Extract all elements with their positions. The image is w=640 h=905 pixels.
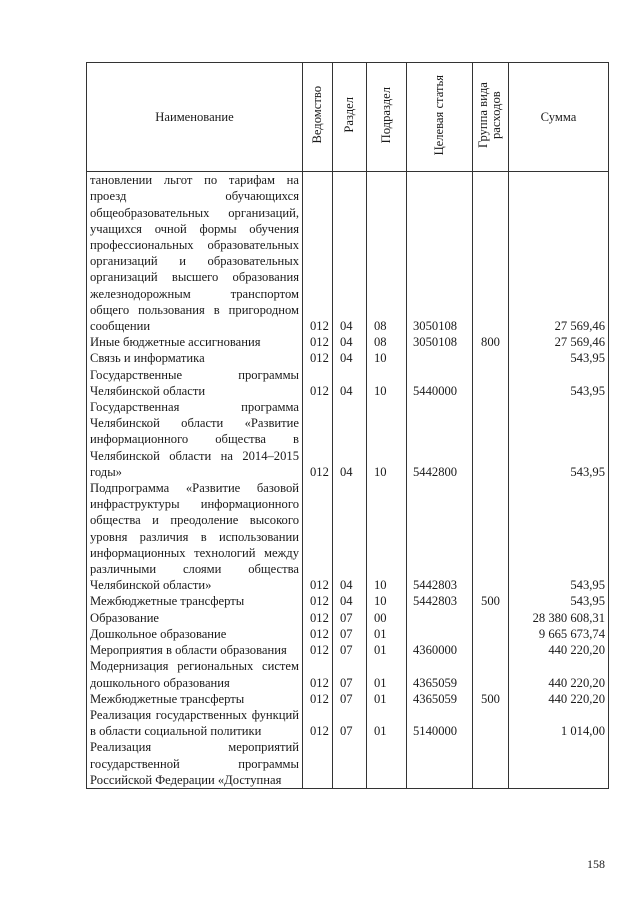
cell-name: Межбюджетные трансферты xyxy=(87,691,303,707)
cell-agency: 012 xyxy=(303,626,333,642)
header-sum: Сумма xyxy=(509,63,609,172)
cell-sum: 543,95 xyxy=(509,350,609,366)
header-expense-group xyxy=(473,63,509,172)
cell-expense-group xyxy=(473,480,509,593)
cell-sum: 9 665 673,74 xyxy=(509,626,609,642)
table-header-row xyxy=(87,63,609,172)
cell-agency: 012 xyxy=(303,350,333,366)
cell-subsection: 10 xyxy=(367,593,407,609)
cell-agency: 012 xyxy=(303,707,333,739)
cell-agency: 012 xyxy=(303,334,333,350)
cell-target: 5440000 xyxy=(407,367,473,399)
cell-section: 04 xyxy=(333,334,367,350)
cell-target: 5442800 xyxy=(407,399,473,480)
cell-agency: 012 xyxy=(303,172,333,335)
header-subsection-label: Подраздел xyxy=(379,86,393,144)
cell-target: 5442803 xyxy=(407,593,473,609)
table-row xyxy=(87,626,609,642)
cell-name: Мероприятия в области образования xyxy=(87,642,303,658)
table-row xyxy=(87,610,609,626)
cell-name: Государственная программа Челябинской области «Развитие информационного общества в Челябинской области на 2014–2015 годы» xyxy=(87,399,303,480)
cell-name: Государственные программы Челябинской области xyxy=(87,367,303,399)
cell-target xyxy=(407,739,473,788)
cell-agency: 012 xyxy=(303,642,333,658)
cell-name: Реализация государственных функций в области социальной политики xyxy=(87,707,303,739)
cell-subsection: 10 xyxy=(367,480,407,593)
cell-section: 07 xyxy=(333,626,367,642)
table-body xyxy=(87,172,609,789)
table-row xyxy=(87,739,609,788)
table-row xyxy=(87,691,609,707)
cell-expense-group: 500 xyxy=(473,593,509,609)
cell-expense-group xyxy=(473,642,509,658)
cell-expense-group xyxy=(473,399,509,480)
cell-target: 3050108 xyxy=(407,334,473,350)
cell-name: Реализация мероприятий государственной программы Российской Федерации «Доступная xyxy=(87,739,303,788)
cell-subsection: 01 xyxy=(367,691,407,707)
cell-expense-group xyxy=(473,739,509,788)
cell-name: Межбюджетные трансферты xyxy=(87,593,303,609)
table-row xyxy=(87,593,609,609)
cell-sum: 440 220,20 xyxy=(509,642,609,658)
cell-subsection: 01 xyxy=(367,626,407,642)
cell-expense-group xyxy=(473,626,509,642)
cell-target: 3050108 xyxy=(407,172,473,335)
cell-subsection: 10 xyxy=(367,367,407,399)
cell-expense-group xyxy=(473,658,509,690)
cell-agency: 012 xyxy=(303,367,333,399)
cell-expense-group xyxy=(473,707,509,739)
table-row xyxy=(87,350,609,366)
cell-sum: 27 569,46 xyxy=(509,334,609,350)
cell-section: 07 xyxy=(333,707,367,739)
table-row xyxy=(87,480,609,593)
cell-subsection: 08 xyxy=(367,172,407,335)
cell-target: 4365059 xyxy=(407,658,473,690)
cell-target: 5140000 xyxy=(407,707,473,739)
header-name: Наименование xyxy=(87,63,303,172)
cell-expense-group xyxy=(473,172,509,335)
cell-subsection: 10 xyxy=(367,399,407,480)
cell-expense-group xyxy=(473,350,509,366)
header-subsection xyxy=(367,63,407,172)
cell-sum: 1 014,00 xyxy=(509,707,609,739)
cell-subsection xyxy=(367,739,407,788)
cell-name: Подпрограмма «Развитие базовой инфраструктуры информационного общества и преодоление высокого уровня различия в использовании информационных технологий между различными слоями общества Челябинской области» xyxy=(87,480,303,593)
cell-expense-group xyxy=(473,367,509,399)
cell-subsection: 10 xyxy=(367,350,407,366)
cell-subsection: 01 xyxy=(367,707,407,739)
header-section xyxy=(333,63,367,172)
cell-section: 04 xyxy=(333,399,367,480)
table-row xyxy=(87,399,609,480)
cell-subsection: 01 xyxy=(367,642,407,658)
header-agency xyxy=(303,63,333,172)
cell-section: 04 xyxy=(333,480,367,593)
table-row xyxy=(87,642,609,658)
table-row xyxy=(87,658,609,690)
cell-sum: 27 569,46 xyxy=(509,172,609,335)
cell-expense-group: 800 xyxy=(473,334,509,350)
cell-target xyxy=(407,610,473,626)
cell-name: Связь и информатика xyxy=(87,350,303,366)
cell-expense-group: 500 xyxy=(473,691,509,707)
cell-agency: 012 xyxy=(303,610,333,626)
cell-name: Иные бюджетные ассигнования xyxy=(87,334,303,350)
header-section-label: Раздел xyxy=(342,97,356,133)
cell-agency: 012 xyxy=(303,480,333,593)
cell-sum: 440 220,20 xyxy=(509,691,609,707)
cell-target xyxy=(407,350,473,366)
cell-target: 5442803 xyxy=(407,480,473,593)
cell-sum: 440 220,20 xyxy=(509,658,609,690)
header-target xyxy=(407,63,473,172)
cell-section: 07 xyxy=(333,642,367,658)
cell-sum xyxy=(509,739,609,788)
cell-name: Дошкольное образование xyxy=(87,626,303,642)
header-expense-group-label: Группа вида расходов xyxy=(475,82,503,148)
cell-section: 04 xyxy=(333,593,367,609)
table-row xyxy=(87,707,609,739)
cell-section: 07 xyxy=(333,691,367,707)
cell-target xyxy=(407,626,473,642)
cell-subsection: 01 xyxy=(367,658,407,690)
cell-target: 4360000 xyxy=(407,642,473,658)
table-row xyxy=(87,172,609,335)
cell-section: 07 xyxy=(333,610,367,626)
cell-name: тановлении льгот по тарифам на проезд обучающихся общеобразовательных организаций, учащихся очной формы обучения профессиональных образовательных организаций и образовательных организаций высшего образования железнодорожным транспортом общего пользования в пригородном сообщении xyxy=(87,172,303,335)
table-row xyxy=(87,334,609,350)
budget-table xyxy=(86,62,609,789)
cell-sum: 543,95 xyxy=(509,367,609,399)
cell-section: 04 xyxy=(333,350,367,366)
cell-agency: 012 xyxy=(303,691,333,707)
header-target-label: Целевая статья xyxy=(432,74,446,156)
cell-name: Образование xyxy=(87,610,303,626)
cell-sum: 543,95 xyxy=(509,399,609,480)
header-agency-label: Ведомство xyxy=(310,86,324,144)
cell-subsection: 08 xyxy=(367,334,407,350)
table-row xyxy=(87,367,609,399)
cell-sum: 543,95 xyxy=(509,593,609,609)
cell-agency: 012 xyxy=(303,658,333,690)
cell-section xyxy=(333,739,367,788)
cell-sum: 28 380 608,31 xyxy=(509,610,609,626)
cell-expense-group xyxy=(473,610,509,626)
cell-agency: 012 xyxy=(303,399,333,480)
cell-target: 4365059 xyxy=(407,691,473,707)
cell-section: 04 xyxy=(333,367,367,399)
cell-agency: 012 xyxy=(303,593,333,609)
cell-section: 04 xyxy=(333,172,367,335)
cell-section: 07 xyxy=(333,658,367,690)
cell-sum: 543,95 xyxy=(509,480,609,593)
cell-agency xyxy=(303,739,333,788)
page-number: 158 xyxy=(587,857,605,871)
cell-subsection: 00 xyxy=(367,610,407,626)
cell-name: Модернизация региональных систем дошкольного образования xyxy=(87,658,303,690)
